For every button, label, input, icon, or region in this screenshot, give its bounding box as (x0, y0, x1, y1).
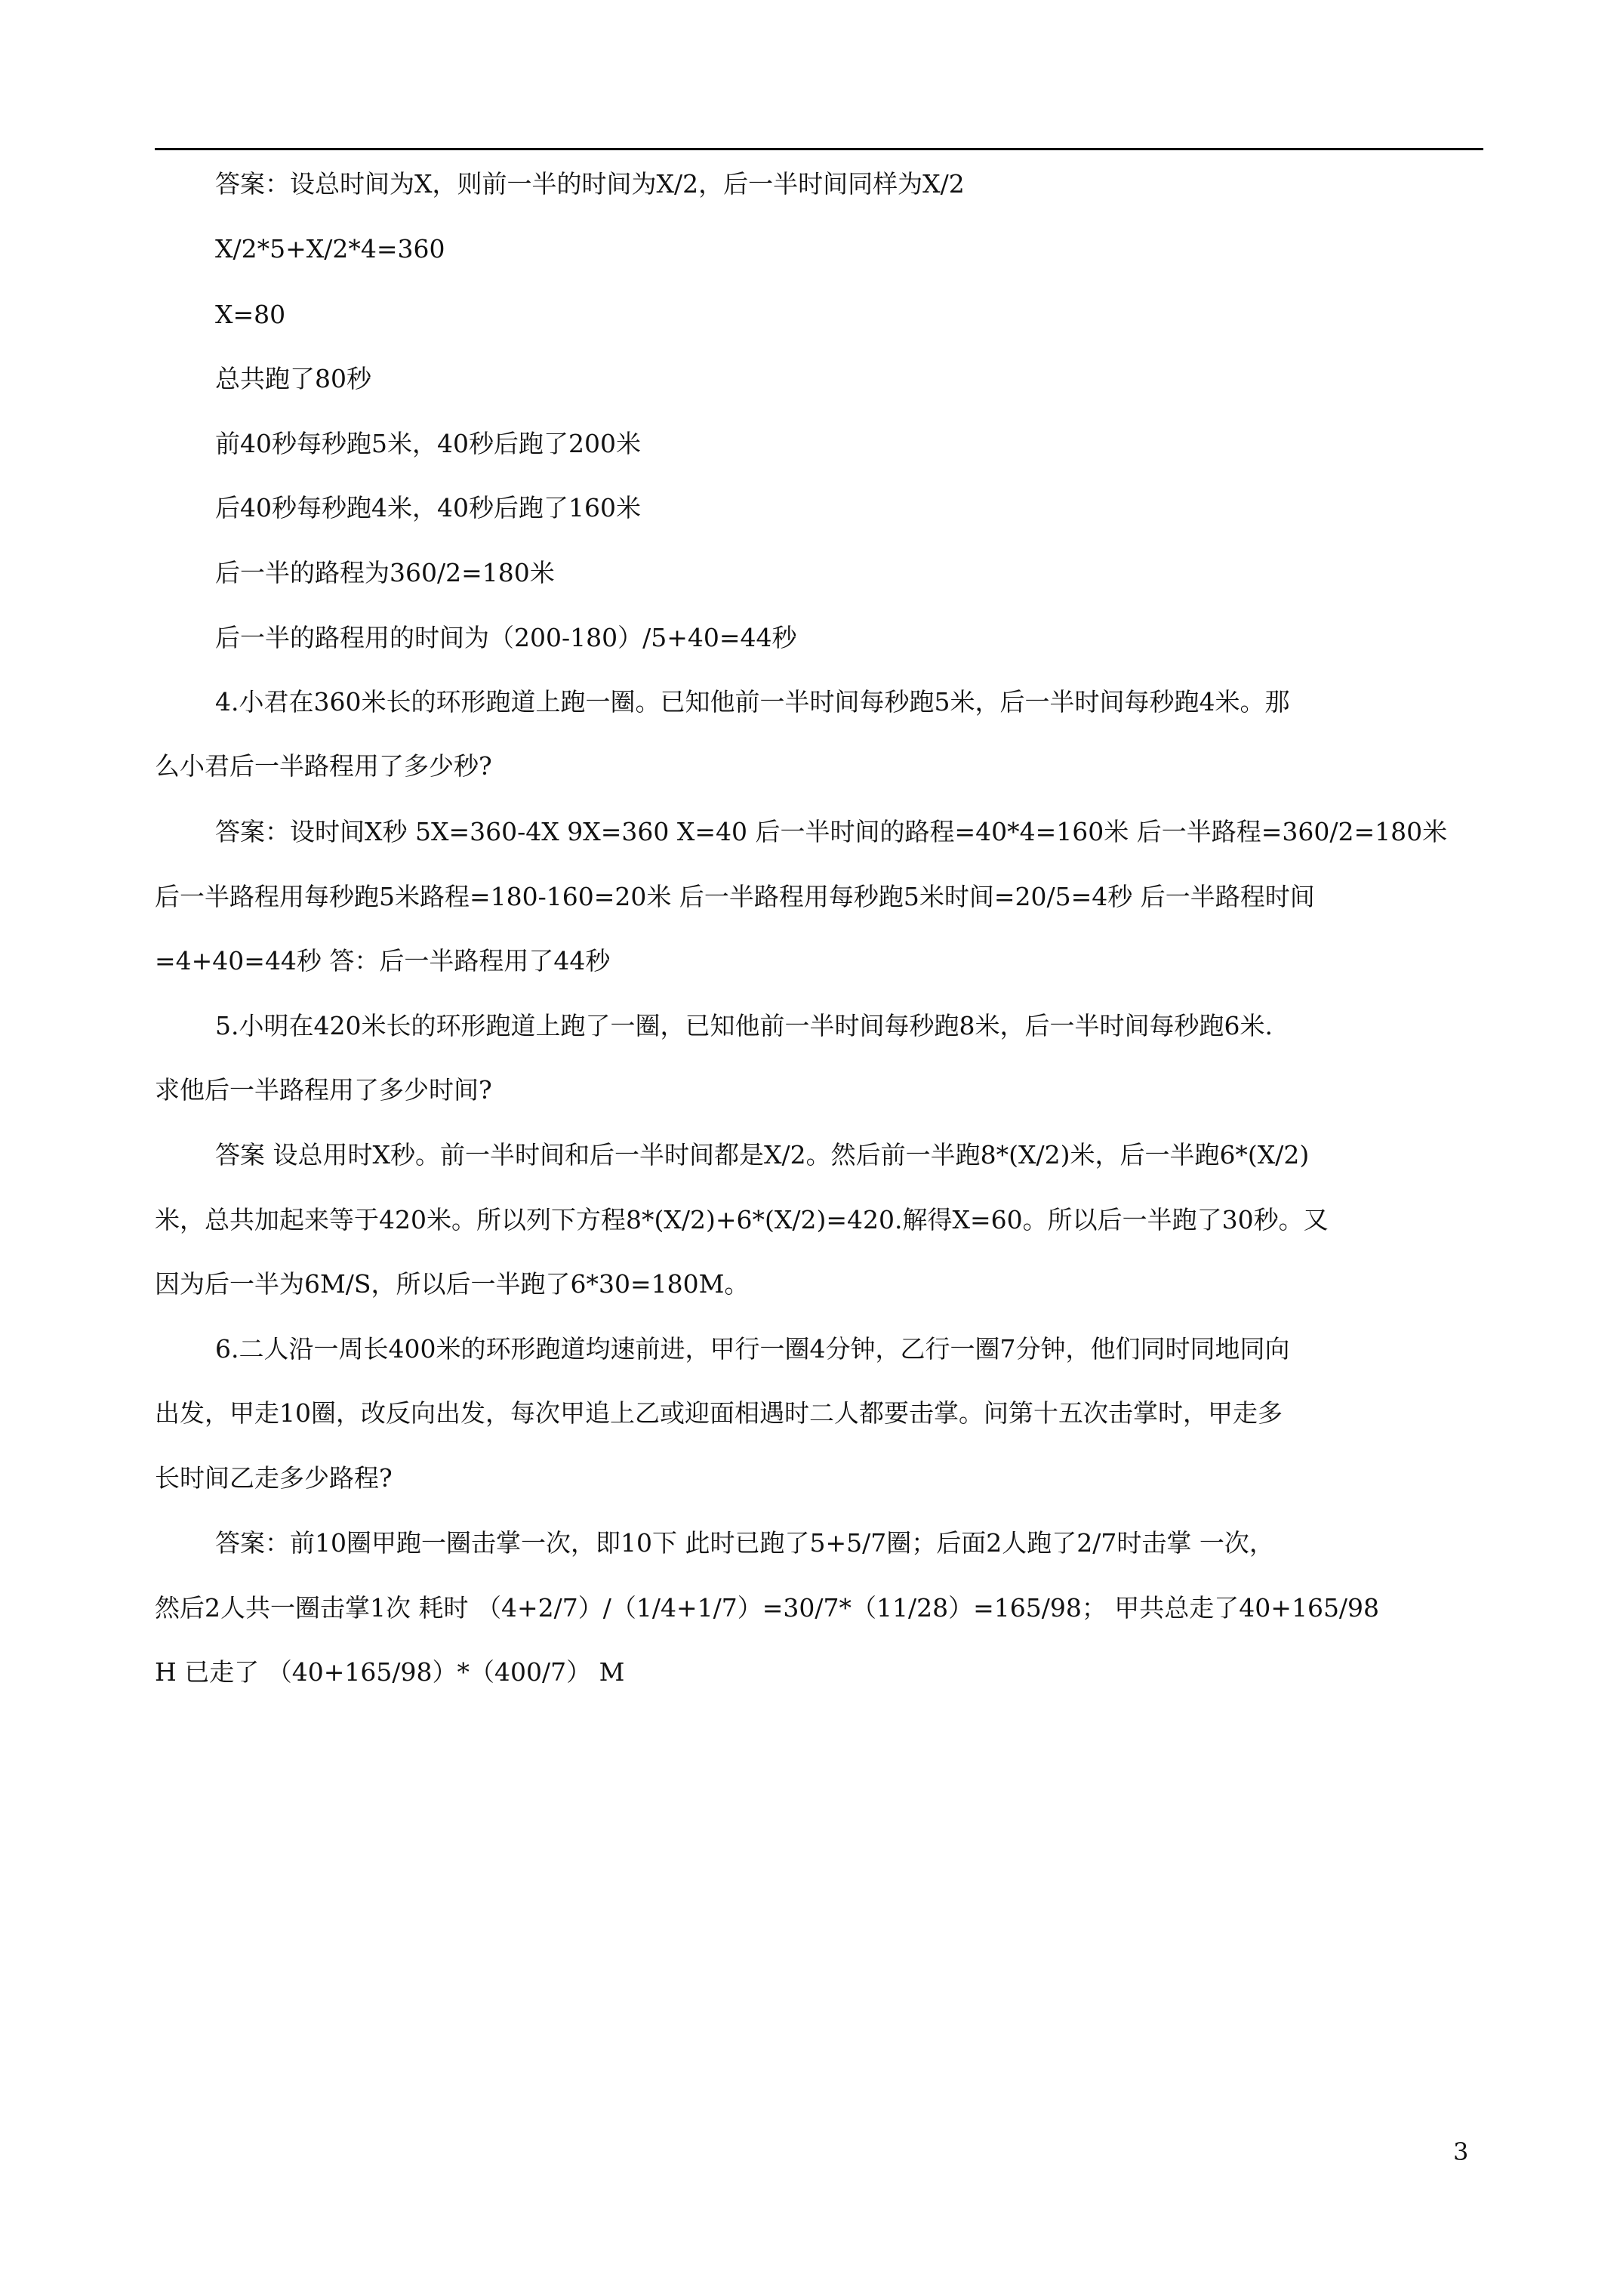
question-6-cont: 长时间乙走多少路程? (155, 1463, 393, 1493)
answer-6-cont: 然后2人共一圈击掌1次 耗时 （4+2/7）/（1/4+1/7）=30/7*（11/28）=165/98； 甲共总走了40+165/98 (155, 1593, 1380, 1623)
answer-5: 答案 设总用时X秒。前一半时间和后一半时间都是X/2。然后前一半跑8*(X/2)米，后一半跑6*(X/2) (215, 1140, 1310, 1170)
text-line: 后一半的路程用的时间为（200-180）/5+40=44秒 (215, 623, 797, 652)
text-line: 后一半的路程为360/2=180米 (215, 558, 555, 587)
question-4-cont: 么小君后一半路程用了多少秒? (155, 751, 492, 781)
text-line: X/2*5+X/2*4=360 (215, 234, 445, 264)
header-rule (155, 148, 1483, 150)
answer-4-cont: =4+40=44秒 答：后一半路程用了44秒 (155, 946, 611, 975)
question-6: 6.二人沿一周长400米的环形跑道均速前进，甲行一圈4分钟，乙行一圈7分钟，他们同时同地同向 (215, 1334, 1290, 1364)
question-5-cont: 求他后一半路程用了多少时间? (155, 1075, 492, 1105)
answer-4-cont: 后一半路程用每秒跑5米路程=180-160=20米 后一半路程用每秒跑5米时间=20/5=4秒 后一半路程时间 (155, 882, 1315, 911)
answer-6: 答案：前10圈甲跑一圈击掌一次，即10下 此时已跑了5+5/7圈；后面2人跑了2/7时击掌 一次， (215, 1528, 1274, 1558)
text-line: 后40秒每秒跑4米，40秒后跑了160米 (215, 493, 641, 522)
page-number: 3 (1453, 2137, 1469, 2166)
text-line: 前40秒每秒跑5米，40秒后跑了200米 (215, 429, 641, 458)
answer-5-cont: 因为后一半为6M/S，所以后一半跑了6*30=180M。 (155, 1269, 750, 1299)
text-line: 答案：设总时间为X，则前一半的时间为X/2，后一半时间同样为X/2 (215, 169, 965, 199)
question-4: 4.小君在360米长的环形跑道上跑一圈。已知他前一半时间每秒跑5米，后一半时间每秒跑4米。那 (215, 687, 1290, 717)
answer-4: 答案：设时间X秒 5X=360-4X 9X=360 X=40 后一半时间的路程=40*4=160米 后一半路程=360/2=180米 (215, 817, 1448, 846)
question-6-cont: 出发，甲走10圈，改反向出发，每次甲追上乙或迎面相遇时二人都要击掌。问第十五次击掌时，甲走多 (155, 1398, 1283, 1428)
text-line: 总共跑了80秒 (215, 364, 371, 393)
answer-6-cont: H 已走了 （40+165/98）*（400/7） M (155, 1657, 625, 1687)
text-line: X=80 (215, 300, 286, 329)
answer-5-cont: 米，总共加起来等于420米。所以列下方程8*(X/2)+6*(X/2)=420.解得X=60。所以后一半跑了30秒。又 (155, 1205, 1329, 1234)
question-5: 5.小明在420米长的环形跑道上跑了一圈，已知他前一半时间每秒跑8米，后一半时间每秒跑6米. (215, 1011, 1273, 1040)
